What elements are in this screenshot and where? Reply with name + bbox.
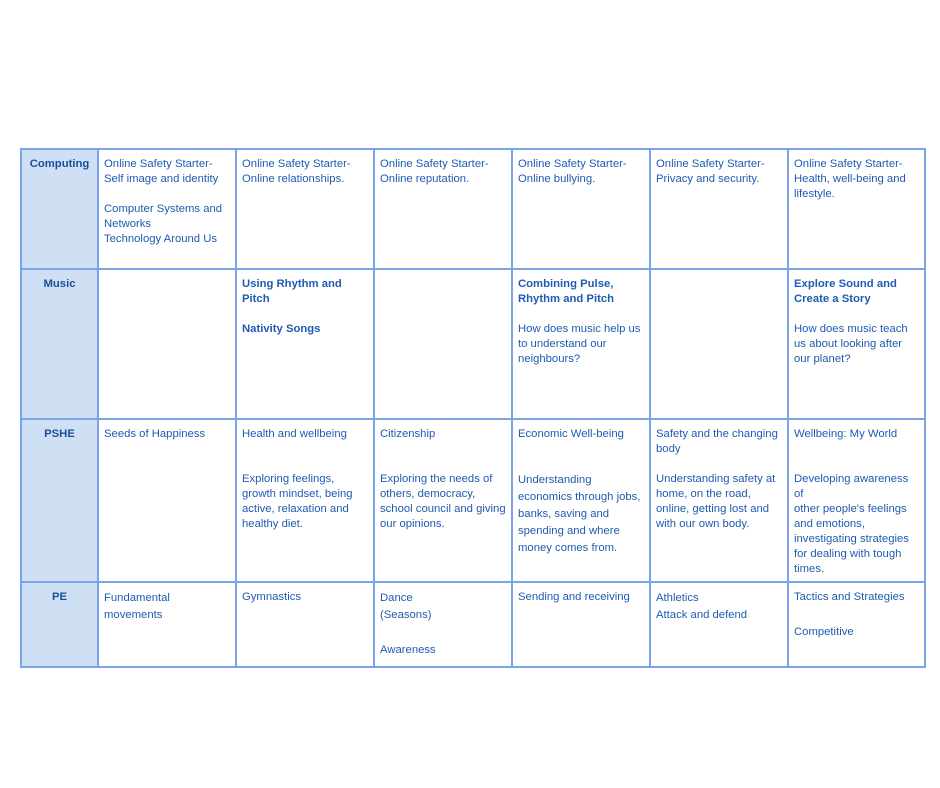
music-cell-2 xyxy=(236,269,374,419)
pshe-cell-1 xyxy=(98,419,236,582)
computing-cell-1 xyxy=(98,149,236,269)
cell-line: (Seasons) xyxy=(380,609,432,621)
cell-line: Competitive xyxy=(794,626,854,638)
row-pshe xyxy=(21,419,925,582)
cell-line: Computer Systems and xyxy=(104,203,223,215)
cell-line: other people's feelings xyxy=(794,503,907,515)
computing-cell-3 xyxy=(374,149,512,269)
cell-line: Understanding safety at xyxy=(656,473,776,485)
cell-line: Fundamental xyxy=(104,592,170,604)
pshe-cell-4 xyxy=(512,419,650,582)
cell-line: Exploring the needs of xyxy=(380,473,493,485)
pshe-unit-title: Seeds of Happiness xyxy=(104,428,206,440)
pshe-cell-5 xyxy=(650,419,788,582)
cell-line: spending and where xyxy=(518,525,620,537)
pshe-cell-3 xyxy=(374,419,512,582)
pshe-unit-title: Citizenship xyxy=(380,428,436,440)
cell-line: Tactics and Strategies xyxy=(794,591,905,603)
pshe-unit-title: Health and wellbeing xyxy=(242,428,347,440)
cell-line: Online Safety Starter- xyxy=(104,158,213,170)
row-pe xyxy=(21,582,925,667)
pshe-unit-title: Wellbeing: My World xyxy=(794,428,898,440)
music-unit-title: Explore Sound and xyxy=(794,278,897,290)
pe-cell-6 xyxy=(788,582,925,667)
cell-line: Online Safety Starter- xyxy=(656,158,765,170)
music-cell-1 xyxy=(98,269,236,419)
cell-line: money comes from. xyxy=(518,542,618,554)
cell-line: Understanding xyxy=(518,474,592,486)
subject-music: Music xyxy=(21,269,98,419)
cell-line: How does music help us xyxy=(518,323,641,335)
music-cell-3 xyxy=(374,269,512,419)
cell-line: home, on the road, xyxy=(656,488,751,500)
pshe-cell-2 xyxy=(236,419,374,582)
cell-line: with our own body. xyxy=(656,518,750,530)
cell-line: times. xyxy=(794,563,825,575)
pshe-unit-title: body xyxy=(656,443,681,455)
cell-line: others, democracy, xyxy=(380,488,476,500)
pe-cell-3 xyxy=(374,582,512,667)
cell-line: Privacy and security. xyxy=(656,173,760,185)
computing-cell-4 xyxy=(512,149,650,269)
cell-line: school council and giving xyxy=(380,503,506,515)
row-music xyxy=(21,269,925,419)
cell-line: to understand our xyxy=(518,338,607,350)
subject-pe: PE xyxy=(21,582,98,667)
cell-line: Networks xyxy=(104,218,152,230)
cell-line: Gymnastics xyxy=(242,591,302,603)
cell-line: Athletics xyxy=(656,592,699,604)
music-unit-subtitle: Nativity Songs xyxy=(242,323,321,335)
cell-line: economics through jobs, xyxy=(518,491,641,503)
cell-line: Health, well-being and xyxy=(794,173,906,185)
cell-line: healthy diet. xyxy=(242,518,303,530)
subject-computing: Computing xyxy=(21,149,98,269)
pe-cell-1 xyxy=(98,582,236,667)
row-computing xyxy=(21,149,925,269)
pshe-unit-title: Safety and the changing xyxy=(656,428,778,440)
cell-line: lifestyle. xyxy=(794,188,835,200)
pe-cell-5 xyxy=(650,582,788,667)
pshe-unit-title: Economic Well-being xyxy=(518,428,624,440)
curriculum-table xyxy=(20,148,926,668)
cell-line: growth mindset, being xyxy=(242,488,353,500)
cell-line: Online Safety Starter- xyxy=(794,158,903,170)
computing-cell-5 xyxy=(650,149,788,269)
music-cell-4 xyxy=(512,269,650,419)
cell-line: active, relaxation and xyxy=(242,503,349,515)
cell-line: Dance xyxy=(380,592,413,604)
cell-line: online, getting lost and xyxy=(656,503,770,515)
cell-line: Online Safety Starter- xyxy=(518,158,627,170)
music-cell-5 xyxy=(650,269,788,419)
cell-line: Awareness xyxy=(380,644,436,656)
computing-cell-6 xyxy=(788,149,925,269)
cell-line: us about looking after xyxy=(794,338,903,350)
cell-line: Developing awareness of xyxy=(794,473,909,500)
cell-line: our planet? xyxy=(794,353,851,365)
pshe-cell-6 xyxy=(788,419,925,582)
music-unit-title: Rhythm and Pitch xyxy=(518,293,615,305)
music-unit-title: Combining Pulse, xyxy=(518,278,614,290)
music-cell-6 xyxy=(788,269,925,419)
cell-line: movements xyxy=(104,609,163,621)
music-unit-title: Create a Story xyxy=(794,293,871,305)
cell-line: banks, saving and xyxy=(518,508,610,520)
cell-line: our opinions. xyxy=(380,518,445,530)
cell-line: Online reputation. xyxy=(380,173,470,185)
cell-line: Technology Around Us xyxy=(104,233,218,245)
cell-line: How does music teach xyxy=(794,323,908,335)
cell-line: Exploring feelings, xyxy=(242,473,335,485)
music-unit-title: Using Rhythm and Pitch xyxy=(242,278,342,305)
cell-line: investigating strategies xyxy=(794,533,909,545)
cell-line: Sending and receiving xyxy=(518,591,630,603)
cell-line: Online Safety Starter- xyxy=(242,158,351,170)
cell-line: Online bullying. xyxy=(518,173,596,185)
cell-line: Attack and defend xyxy=(656,609,748,621)
computing-cell-2 xyxy=(236,149,374,269)
subject-pshe: PSHE xyxy=(21,419,98,582)
cell-line: Online relationships. xyxy=(242,173,345,185)
cell-line: for dealing with tough xyxy=(794,548,902,560)
cell-line: and emotions, xyxy=(794,518,865,530)
pe-cell-2 xyxy=(236,582,374,667)
pe-cell-4 xyxy=(512,582,650,667)
cell-line: Online Safety Starter- xyxy=(380,158,489,170)
cell-line: Self image and identity xyxy=(104,173,219,185)
cell-line: neighbours? xyxy=(518,353,581,365)
